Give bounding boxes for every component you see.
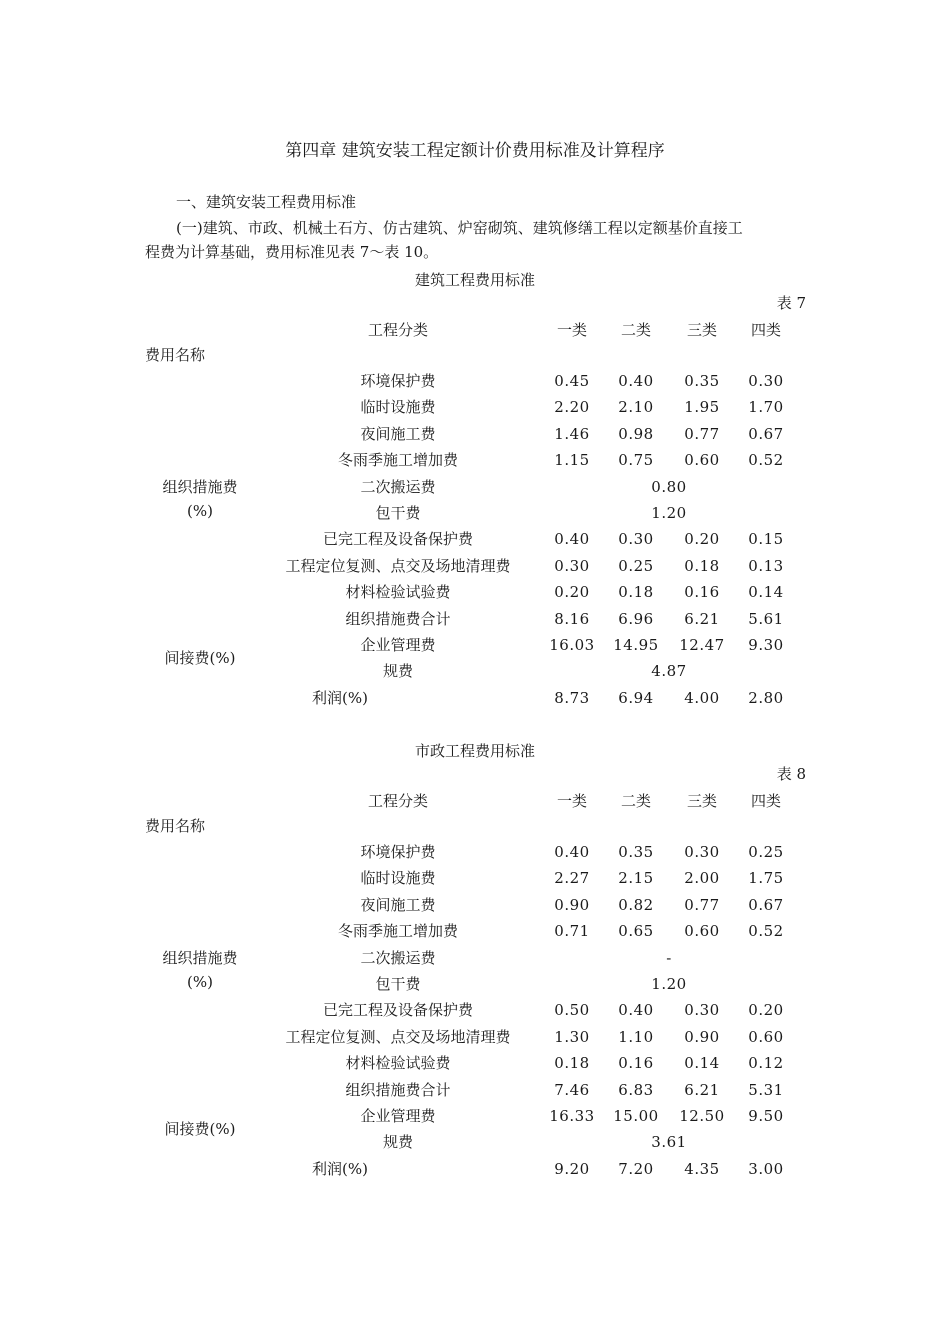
fee-name: 临时设施费 bbox=[360, 398, 436, 417]
fee-value: 0.65 bbox=[618, 922, 654, 941]
fee-name: 工程定位复测、点交及场地清理费 bbox=[285, 556, 511, 575]
header-class: 四类 bbox=[750, 792, 781, 810]
header-fee-name: 费用名称 bbox=[145, 817, 206, 835]
fee-value: 0.90 bbox=[554, 895, 590, 914]
fee-value: 12.47 bbox=[679, 636, 725, 654]
fee-value: 12.50 bbox=[679, 1107, 725, 1125]
fee-value: 0.52 bbox=[748, 922, 784, 941]
group-org-label: 组织措施费 bbox=[162, 477, 238, 496]
fee-value: 6.21 bbox=[684, 1080, 720, 1099]
fee-value: 0.40 bbox=[618, 1001, 654, 1020]
fee-value: 0.75 bbox=[618, 451, 654, 470]
fee-value: 14.95 bbox=[613, 636, 659, 654]
fee-value: 0.71 bbox=[554, 922, 590, 941]
header-class: 二类 bbox=[620, 321, 651, 339]
fee-value: 2.80 bbox=[748, 688, 784, 707]
fee-name: 环境保护费 bbox=[360, 372, 436, 390]
fee-value-merged: 1.20 bbox=[651, 975, 687, 993]
fee-name: 包干费 bbox=[375, 504, 421, 522]
fee-value: 6.96 bbox=[618, 609, 654, 628]
header-class: 一类 bbox=[556, 321, 587, 339]
fee-value: 6.21 bbox=[684, 609, 720, 628]
fee-value: 0.30 bbox=[748, 372, 784, 390]
fee-value: 3.00 bbox=[748, 1159, 784, 1178]
table-number: 表 8 bbox=[776, 765, 806, 783]
fee-value: 0.82 bbox=[618, 895, 654, 914]
fee-value: 8.16 bbox=[554, 609, 590, 628]
group-org-label: 组织措施费 bbox=[162, 948, 238, 967]
fee-value: 16.33 bbox=[549, 1107, 595, 1125]
fee-value: 0.30 bbox=[684, 1001, 720, 1020]
fee-value: 0.98 bbox=[618, 424, 654, 443]
fee-name: 冬雨季施工增加费 bbox=[337, 451, 458, 470]
fee-value: 0.52 bbox=[748, 451, 784, 470]
header-category: 工程分类 bbox=[367, 321, 428, 339]
group-indirect-label: 间接费(%) bbox=[164, 649, 236, 668]
fee-value: 0.16 bbox=[684, 583, 720, 602]
table-number: 表 7 bbox=[776, 294, 806, 312]
fee-name: 规费 bbox=[382, 1133, 413, 1152]
fee-value: 0.18 bbox=[618, 583, 654, 602]
fee-value: 9.30 bbox=[748, 636, 784, 654]
fee-value-merged: 0.80 bbox=[651, 477, 687, 496]
fee-name: 材料检验试验费 bbox=[345, 583, 451, 602]
header-class: 二类 bbox=[620, 792, 651, 810]
fee-name: 临时设施费 bbox=[360, 869, 436, 888]
fee-value: 0.14 bbox=[748, 583, 784, 602]
fee-value: 2.15 bbox=[618, 869, 654, 888]
fee-value: 0.90 bbox=[684, 1027, 720, 1046]
fee-name: 冬雨季施工增加费 bbox=[337, 922, 458, 941]
fee-value: 0.30 bbox=[684, 843, 720, 861]
fee-value: 15.00 bbox=[613, 1107, 659, 1125]
fee-name: 已完工程及设备保护费 bbox=[322, 1001, 473, 1020]
fee-value: 0.16 bbox=[618, 1054, 654, 1073]
fee-value: 4.35 bbox=[684, 1159, 720, 1178]
fee-value: 0.30 bbox=[618, 530, 654, 549]
fee-name: 材料检验试验费 bbox=[345, 1054, 451, 1073]
fee-value: 2.00 bbox=[684, 869, 720, 888]
fee-value: 0.25 bbox=[748, 843, 784, 861]
fee-value: 1.15 bbox=[554, 451, 590, 470]
fee-value: 5.61 bbox=[748, 609, 784, 628]
fee-name: 二次搬运费 bbox=[360, 948, 436, 967]
header-category: 工程分类 bbox=[367, 792, 428, 810]
fee-value: 0.14 bbox=[684, 1054, 720, 1073]
header-fee-name: 费用名称 bbox=[145, 346, 206, 364]
intro-line-2: 程费为计算基础，费用标准见表 7～表 10。 bbox=[145, 243, 439, 261]
section-heading: 一、建筑安装工程费用标准 bbox=[176, 193, 357, 211]
fee-value: 0.25 bbox=[618, 556, 654, 575]
fee-value: 2.20 bbox=[554, 398, 590, 417]
fee-name: 环境保护费 bbox=[360, 843, 436, 861]
fee-value: 0.60 bbox=[684, 451, 720, 470]
fee-value: 0.40 bbox=[554, 530, 590, 549]
header-class: 一类 bbox=[556, 792, 587, 810]
fee-value-merged: 3.61 bbox=[651, 1133, 687, 1152]
fee-value: 1.10 bbox=[618, 1027, 654, 1046]
fee-value: 0.35 bbox=[618, 843, 654, 861]
table-caption: 建筑工程费用标准 bbox=[414, 271, 535, 289]
fee-value: 0.45 bbox=[554, 372, 590, 390]
profit-label: 利润(%) bbox=[312, 1159, 368, 1178]
fee-value: 16.03 bbox=[549, 636, 595, 654]
fee-value: 7.20 bbox=[618, 1159, 654, 1178]
fee-value: 0.60 bbox=[748, 1027, 784, 1046]
fee-value: 1.75 bbox=[748, 869, 784, 888]
fee-value: 0.30 bbox=[554, 556, 590, 575]
group-org-unit: (%) bbox=[187, 501, 213, 520]
fee-value: 0.15 bbox=[748, 530, 784, 549]
fee-value-merged: 1.20 bbox=[651, 504, 687, 522]
fee-value: 0.20 bbox=[554, 583, 590, 602]
fee-name: 工程定位复测、点交及场地清理费 bbox=[285, 1027, 511, 1046]
fee-value: 5.31 bbox=[748, 1080, 784, 1099]
fee-value: 0.18 bbox=[684, 556, 720, 575]
fee-value: 0.67 bbox=[748, 895, 784, 914]
fee-value: 1.46 bbox=[554, 424, 590, 443]
fee-value: 9.20 bbox=[554, 1159, 590, 1178]
fee-value: 0.60 bbox=[684, 922, 720, 941]
fee-name: 二次搬运费 bbox=[360, 477, 436, 496]
fee-name: 企业管理费 bbox=[360, 636, 436, 654]
group-org-unit: (%) bbox=[187, 972, 213, 991]
fee-value: 0.35 bbox=[684, 372, 720, 390]
fee-value: 0.67 bbox=[748, 424, 784, 443]
fee-value: 0.77 bbox=[684, 424, 720, 443]
fee-value: 1.95 bbox=[684, 398, 720, 417]
fee-name: 夜间施工费 bbox=[360, 424, 436, 443]
fee-name: 已完工程及设备保护费 bbox=[322, 530, 473, 549]
fee-value: 1.30 bbox=[554, 1027, 590, 1046]
fee-value: 6.83 bbox=[618, 1080, 654, 1099]
fee-value: 7.46 bbox=[554, 1080, 590, 1099]
fee-value: 1.70 bbox=[748, 398, 784, 417]
intro-line-1: (一)建筑、市政、机械土石方、仿古建筑、炉窑砌筑、建筑修缮工程以定额基价直接工 bbox=[176, 219, 743, 237]
fee-name: 夜间施工费 bbox=[360, 895, 436, 914]
fee-value: 2.27 bbox=[554, 869, 590, 888]
fee-value-merged: - bbox=[666, 948, 672, 967]
fee-value: 0.40 bbox=[554, 843, 590, 861]
header-class: 三类 bbox=[686, 321, 717, 339]
table-caption: 市政工程费用标准 bbox=[414, 742, 535, 760]
fee-name: 组织措施费合计 bbox=[345, 1080, 451, 1099]
fee-name: 包干费 bbox=[375, 975, 421, 993]
fee-name: 企业管理费 bbox=[360, 1107, 436, 1125]
fee-value: 0.77 bbox=[684, 895, 720, 914]
fee-name: 组织措施费合计 bbox=[345, 609, 451, 628]
profit-label: 利润(%) bbox=[312, 688, 368, 707]
chapter-title: 第四章 建筑安装工程定额计价费用标准及计算程序 bbox=[285, 141, 665, 161]
fee-name: 规费 bbox=[382, 662, 413, 681]
fee-value: 0.40 bbox=[618, 372, 654, 390]
group-indirect-label: 间接费(%) bbox=[164, 1120, 236, 1139]
fee-value: 0.13 bbox=[748, 556, 784, 575]
fee-value: 0.50 bbox=[554, 1001, 590, 1020]
fee-value-merged: 4.87 bbox=[651, 662, 687, 681]
fee-value: 0.20 bbox=[684, 530, 720, 549]
fee-value: 0.12 bbox=[748, 1054, 784, 1073]
fee-value: 6.94 bbox=[618, 688, 654, 707]
header-class: 四类 bbox=[750, 321, 781, 339]
fee-value: 4.00 bbox=[684, 688, 720, 707]
fee-value: 2.10 bbox=[618, 398, 654, 417]
header-class: 三类 bbox=[686, 792, 717, 810]
fee-value: 9.50 bbox=[748, 1107, 784, 1125]
fee-value: 0.18 bbox=[554, 1054, 590, 1073]
fee-value: 8.73 bbox=[554, 688, 590, 707]
fee-value: 0.20 bbox=[748, 1001, 784, 1020]
